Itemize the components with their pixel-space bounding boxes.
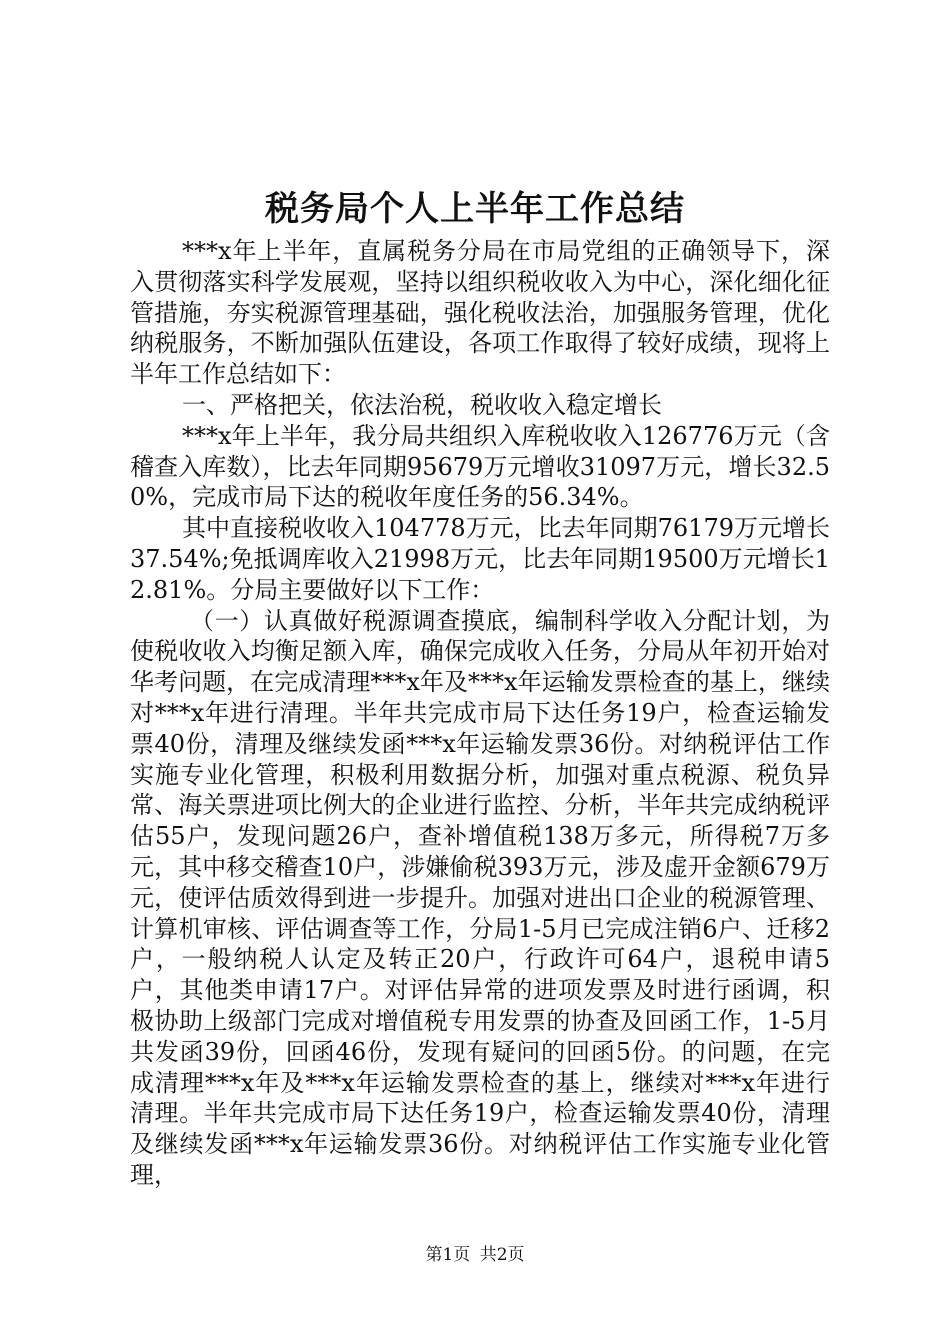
document-title: 税务局个人上半年工作总结 — [265, 189, 685, 229]
paragraph-direct-revenue: 其中直接税收收入104778万元，比去年同期76179万元增长37.54%;免抵调库收入21998万元，比去年同期19500万元增长12.81%。分局主要做好以下工作： — [130, 514, 830, 604]
paragraph-intro: ***x年上半年，直属税务分局在市局党组的正确领导下，深入贯彻落实科学发展观，坚持以组织税收收入为中心，深化细化征管措施，夯实税源管理基础，强化税收法治，加强服务管理，优化纳税服务，不断加强队伍建设，各项工作取得了较好成绩，现将上半年工作总结如下： — [130, 237, 830, 389]
section-heading-1: 一、严格把关，依法治税，税收收入稳定增长 — [182, 390, 662, 419]
page-total: 共2页 — [479, 1245, 525, 1265]
paragraph-revenue: ***x年上半年，我分局共组织入库税收收入126776万元（含稽查入库数），比去年同期95679万元增收31097万元，增长32.50%，完成市局下达的税收年度任务的56.34%。 — [130, 421, 830, 512]
paragraph-subsection-1: （一）认真做好税源调查摸底，编制科学收入分配计划，为使税收收入均衡足额入库，确保完成收入任务，分局从年初开始对华考问题，在完成清理***x年及***x年运输发票检查的基上，继续对***x年进行清理。半年共完成市局下达任务19户，检查运输发票40份，清理及继续发函***x年运输发票36份。对纳税评估工作实施专业化管理，积极利用数据分析，加强对重点税源、税负异常、海关票进项比例大的企业进行监控、分析，半年共完成纳税评估55户，发现问题26户，查补增值税138万多元，所得税7万多元，其中移交稽查10户，涉嫌偷税393万元，涉及虚开金额679万元，使评估质效得到进一步提升。加强对进出口企业的税源管理、计算机审核、评估调查等工作，分局1-5月已完成注销6户、迁移2户，一般纳税人认定及转正20户，行政许可64户，退税申请5户，其他类申请17户。对评估异常的进项发票及时进行函调，积极协助上级部门完成对增值税专用发票的协查及回函工作，1-5月共发函39份，回函46份，发现有疑问的回函5份。的问题，在完成清理***x年及***x年运输发票检查的基上，继续对***x年进行清理。半年共完成市局下达任务19户，检查运输发票40份，清理及继续发函***x年运输发票36份。对纳税评估工作实施专业化管理， — [130, 606, 830, 1189]
page-footer — [0, 1244, 950, 1266]
page-number: 第1页 — [425, 1245, 471, 1265]
document-body — [130, 236, 830, 1191]
